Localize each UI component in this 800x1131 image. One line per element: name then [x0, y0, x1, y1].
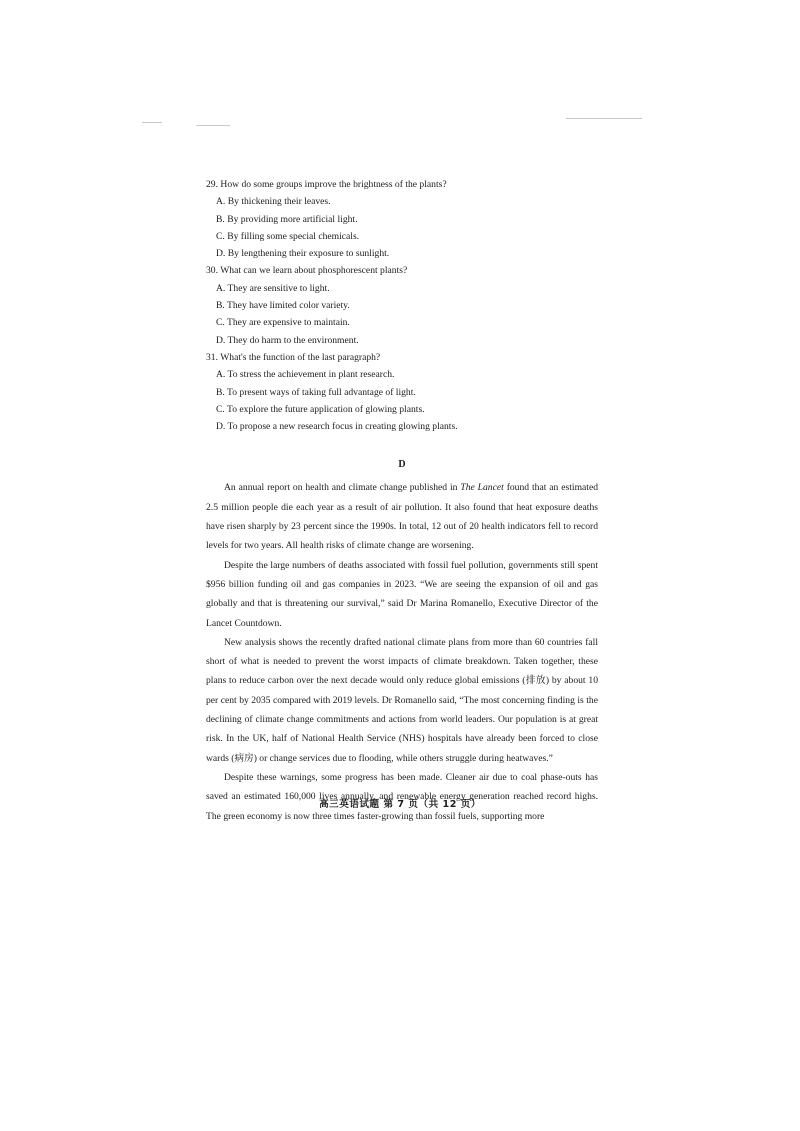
scan-mark-left	[142, 122, 162, 123]
question-31	[206, 349, 598, 435]
paragraph-3: New analysis shows the recently drafted national climate plans from more than 60 countries fall short of what is needed to prevent the worst impacts of climate breakdown. Taken together, these plans to reduce carbon over the next decade would only reduce global emissions (排放) by about 10 per cent by 2035 compared with 2019 levels. Dr Romanello said, “The most concerning finding is the declining of climate change commitments and actions from world leaders. Our population is at great risk. In the UK, half of National Health Service (NHS) hospitals have already been forced to close wards (病房) or change services due to flooding, while others struggle during heatwaves.”	[206, 636, 598, 764]
page-footer: 高三英语试题 第 7 页（共 12 页）	[319, 799, 481, 810]
question-stem: 31. What's the function of the last paragraph?	[206, 351, 381, 363]
paragraph-1	[206, 478, 598, 555]
option-b: B. To present ways of taking full advantage of light.	[216, 386, 416, 398]
question-30	[206, 262, 598, 348]
exam-page	[206, 176, 598, 826]
option-d: D. To propose a new research focus in creating glowing plants.	[216, 421, 458, 433]
journal-title: The Lancet	[460, 482, 504, 494]
option-a: A. They are sensitive to light.	[216, 282, 330, 294]
section-heading: D	[398, 459, 406, 471]
option-a: A. By thickening their leaves.	[216, 196, 331, 208]
option-b: B. By providing more artificial light.	[216, 213, 358, 225]
option-c: C. They are expensive to maintain.	[216, 317, 350, 329]
paragraph-1-end: found that an estimated 2.5 million people die each year as a result of air pollution. It also found that heat exposure deaths have risen sharply by 23 percent since the 1990s. In total, 12 out of 20 health indicators fell to record levels for two years. All health risks of climate change are worsening.	[206, 482, 599, 552]
question-stem: 30. What can we learn about phosphorescent plants?	[206, 265, 408, 277]
paragraph-2: Despite the large numbers of deaths associated with fossil fuel pollution, governments still spent $956 billion funding oil and gas companies in 2023. “We are seeing the expansion of oil and gas globally and that is threatening our survival,” said Dr Marina Romanello, Executive Director of the Lancet Countdown.	[206, 559, 598, 629]
option-a: A. To stress the achievement in plant research.	[216, 369, 395, 381]
reading-passage	[206, 478, 598, 825]
paragraph-4: Despite these warnings, some progress has been made. Cleaner air due to coal phase-outs has saved an estimated 160,000 lives annually, and renewable energy generation reached record highs. The green economy is now three times faster-growing than fossil fuels, supporting more	[206, 771, 598, 822]
question-29	[206, 176, 598, 262]
option-c: C. By filling some special chemicals.	[216, 230, 360, 242]
scan-mark-right	[566, 118, 642, 119]
question-stem: 29. How do some groups improve the brightness of the plants?	[206, 179, 447, 190]
paragraph-1-start: An annual report on health and climate change published in	[224, 482, 461, 494]
option-d: D. They do harm to the environment.	[216, 334, 359, 346]
scan-mark-left-2	[196, 125, 230, 126]
option-d: D. By lengthening their exposure to sunlight.	[216, 248, 390, 260]
option-c: C. To explore the future application of glowing plants.	[216, 403, 425, 415]
option-b: B. They have limited color variety.	[216, 300, 350, 312]
